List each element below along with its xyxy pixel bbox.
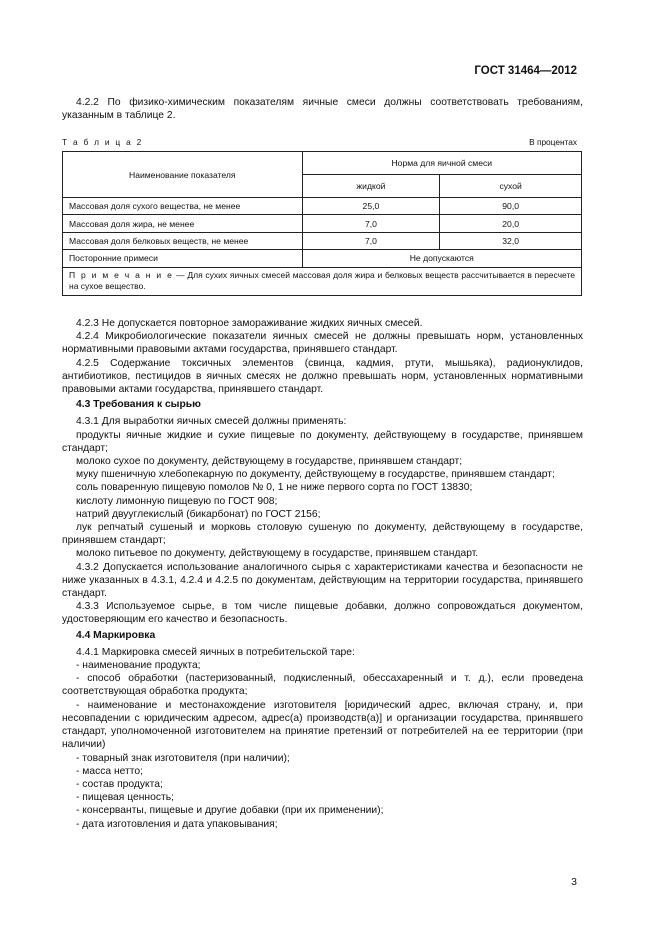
paragraph-4-3-2: 4.3.2 Допускается использование аналогичного сырья с характеристиками качества и безопасности не ниже указанных в 4.3.1, 4.2.4 и 4.2.5 по документам, действующим на территории государства, принявшего стандарт. xyxy=(62,561,583,600)
paragraph-4-3-3: 4.3.3 Используемое сырье, в том числе пищевые добавки, должно сопровождаться документом, удостоверяющим его качество и безопасность. xyxy=(62,601,583,626)
list-item: - пищевая ценность; xyxy=(76,792,174,804)
paragraph-4-4-1: 4.4.1 Маркировка смесей яичных в потребительской таре: xyxy=(76,646,355,658)
table-row xyxy=(63,215,582,232)
list-item: - дата изготовления и дата упаковывания; xyxy=(76,818,278,830)
list-item: - состав продукта; xyxy=(76,778,163,790)
paragraph-4-3-1: 4.3.1 Для выработки яичных смесей должны применять: xyxy=(76,416,347,428)
note-text: — Для сухих яичных смесей массовая доля жира и белковых веществ рассчитывается в пересчете на сухое вещество. xyxy=(69,269,575,292)
page-number: 3 xyxy=(571,876,577,888)
section-heading-4-4: 4.4 Маркировка xyxy=(76,629,156,641)
standard-id-header: ГОСТ 31464—2012 xyxy=(474,65,577,77)
list-item: лук репчатый сушеный и морковь столовую сушеную по документу, действующему в государстве, принявшем стандарт; xyxy=(62,522,583,547)
list-item: муку пшеничную хлебопекарную по документу, действующему в государстве, принявшем стандарт; xyxy=(76,469,555,481)
paragraph-4-2-4: 4.2.4 Микробиологические показатели яичных смесей не должны превышать норм, установленных нормативными правовыми актами государства, принявшего стандарт. xyxy=(62,331,583,356)
list-item: - консерванты, пищевые и другие добавки (при их применении); xyxy=(76,805,384,817)
row-name: Посторонние примеси xyxy=(63,250,303,267)
row-liquid-value: 25,0 xyxy=(302,198,440,215)
table-row xyxy=(63,250,582,267)
row-liquid-value: 7,0 xyxy=(302,232,440,249)
section-heading-4-3: 4.3 Требования к сырью xyxy=(76,399,201,411)
table-note xyxy=(63,267,582,295)
list-item: кислоту лимонную пищевую по ГОСТ 908; xyxy=(76,495,278,507)
list-item: - наименование продукта; xyxy=(76,660,201,672)
table-row xyxy=(63,198,582,215)
list-item: - способ обработки (пастеризованный, подкисленный, обессахаренный и т. д.), если проведена соответствующая обработка продукта; xyxy=(62,673,583,698)
body-section xyxy=(62,317,583,831)
intro-section xyxy=(62,96,583,122)
paragraph-4-2-5: 4.2.5 Содержание токсичных элементов (свинца, кадмия, ртути, мышьяка), радионуклидов, антибиотиков, пестицидов в яичных смесях не должно превышать норм, установленных нормативными правовыми актами государства, принявшего стандарт. xyxy=(62,357,583,396)
row-name: Массовая доля сухого вещества, не менее xyxy=(63,198,303,215)
header-norm: Норма для яичной смеси xyxy=(302,152,581,175)
header-indicator: Наименование показателя xyxy=(63,152,303,198)
list-item: продукты яичные жидкие и сухие пищевые по документу, действующему в государстве, принявшем стандарт; xyxy=(62,429,583,454)
impurities-value: Не допускаются xyxy=(302,250,581,267)
row-name: Массовая доля жира, не менее xyxy=(63,215,303,232)
list-item: - масса нетто; xyxy=(76,765,143,777)
table-units: В процентах xyxy=(529,137,577,147)
indicators-table xyxy=(62,151,582,296)
row-dry-value: 90,0 xyxy=(440,198,582,215)
table-row xyxy=(63,232,582,249)
row-liquid-value: 7,0 xyxy=(302,215,440,232)
list-item: - товарный знак изготовителя (при наличии); xyxy=(76,752,290,764)
paragraph-4-2-3: 4.2.3 Не допускается повторное замораживание жидких яичных смесей. xyxy=(76,318,423,329)
list-item: молоко питьевое по документу, действующему в государстве, принявшем стандарт. xyxy=(76,548,479,560)
paragraph-4-2-2: 4.2.2 По физико-химическим показателям яичные смеси должны соответствовать требованиям, указанным в таблице 2. xyxy=(62,97,583,122)
note-label: П р и м е ч а н и е xyxy=(69,269,174,280)
row-name: Массовая доля белковых веществ, не менее xyxy=(63,232,303,249)
row-dry-value: 32,0 xyxy=(440,232,582,249)
list-item: - наименование и местонахождение изготовителя [юридический адрес, включая страну, и, при несовпадении с юридическим адресом, адрес(а) производств(а)] и организации государства, принявшего стандарт, уполномоченной изготовителем на принятие претензий от потребителей на ее территории (при наличии) xyxy=(62,699,583,751)
list-item: соль поваренную пищевую помолов № 0, 1 не ниже первого сорта по ГОСТ 13830; xyxy=(76,482,473,494)
table-caption: Т а б л и ц а 2 xyxy=(62,137,144,147)
table-note-row xyxy=(63,267,582,295)
row-dry-value: 20,0 xyxy=(440,215,582,232)
header-liquid: жидкой xyxy=(302,175,440,198)
header-dry: сухой xyxy=(440,175,582,198)
list-item: молоко сухое по документу, действующему в государстве, принявшем стандарт; xyxy=(76,456,463,468)
list-item: натрий двууглекислый (бикарбонат) по ГОСТ 2156; xyxy=(76,508,321,520)
